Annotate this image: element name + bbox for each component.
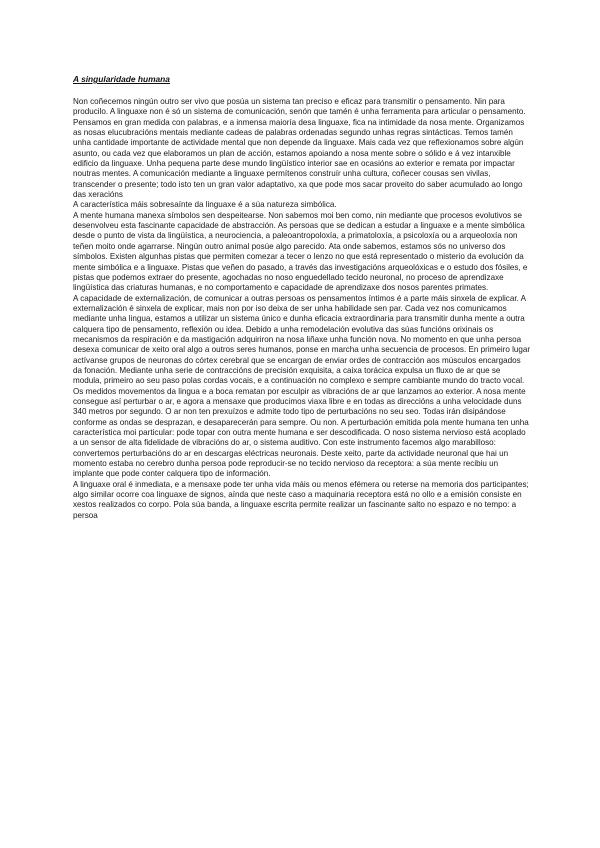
paragraph-1: Non coñecemos ningún outro ser vivo que posúa un sistema tan preciso e eficaz para transmitir o pensamento. Nin para producilo. A linguaxe non é só un sistema de comunicación, senón que tamén é unha ferramenta para articular o pensamento. Pensamos en gran medida con palabras, e a inmensa maioría desa linguaxe, fica na intimidade da nosa mente. Organizamos as nosas elucubracións mentais mediante cadeas de palabras ordenadas segundo unhas regras sintácticas. Temos tamén unha cantidade importante de actividade mental que non depende da linguaxe. Mais cada vez que reflexionamos sobre algún asunto, ou cada vez que elaboramos un plan de acción, estamos apoiando a nosa mente sobre o sólido e á vez intanxible edificio da linguaxe. Unha pequena parte dese mundo lingüístico interior sae en ocasións ao exterior e remata por impactar noutras mentes. A comunicación mediante a linguaxe permítenos construír unha cultura, coñecer cousas sen vivilas, transcender o presente; todo isto ten un gran valor adaptativo, xa que pode mos sacar proveito do saber acumulado ao longo das xeracións <box>73 97 526 200</box>
paragraph-2: A característica máis sobresaínte da linguaxe é a súa natureza simbólica. <box>73 200 337 210</box>
paragraph-4: A capacidade de externalización, de comunicar a outras persoas os pensamentos íntimos é a parte máis sinxela de explicar. A externalización é sinxela de explicar, mais non por iso deixa de ser unha habilidade sen par. Cada vez nos comunicamos mediante unha lingua, estamos a utilizar un sistema único e dunha eficacia extraordinaria para transmitir dunha mente a outra calquera tipo de pensamento, reflexión ou idea. Debido a unha remodelación evolutiva das súas funcións orixinais os mecanismos da respiración e da mastigación adquiriron na nosa liñaxe unha función nova. No momento en que unha persoa desexa comunicar de xeito oral algo a outros seres humanos, ponse en marcha unha secuencia de procesos. En primeiro lugar actívanse grupos de neuronas do córtex cerebral que se encargan de enviar ordes de contracción aos músculos encargados da fonación. Mediante unha serie de contraccións de precisión exquisita, a caixa torácica expulsa un fluxo de ar que se modula, primeiro ao seu paso polas cordas vocais, e a continuación no complexo e sempre cambiante mundo do tracto vocal. Os medidos movementos da lingua e a boca rematan por esculpir as vibracións de ar que lanzamos ao exterior. A nosa mente consegue así perturbar o ar, e agora a mensaxe que producimos viaxa libre e en todas as direccións a unha velocidade duns 340 metros por segundo. O ar non ten prexuízos e admite todo tipo de perturbacións no seu seo. Todas irán disipándose conforme as ondas se desprazan, e desaparecerán para sempre. Ou non. A perturbación emitida pola mente humana ten unha característica moi particular: pode topar con outra mente humana e ser descodificada. O noso sistema nervioso está acoplado a un sensor de alta fidelidade de vibracións do ar, o sistema auditivo. Con este instrumento facemos algo marabilloso: convertemos perturbacións do ar en descargas eléctricas neuronais. Deste xeito, parte da actividade neuronal que hai un momento estaba no cerebro dunha persoa pode reproducir-se no tecido nervioso da receptora: a súa mente recibiu un implante que pode conter calquera tipo de información. <box>73 293 531 479</box>
paragraph-3: A mente humana manexa símbolos sen despeitearse. Non sabemos moi ben como, nin mediante que procesos evolutivos se desenvolveu esta fascinante capacidade de abstracción. As persoas que se dedican a estudar a linguaxe e a mente simbólica desde o punto de vista da lingüística, a neurociencia, a paleoantropoloxía, a primatoloxía, a psicoloxía ou a arqueoloxía non teñen moito onde agarrarse. Ningún outro animal posúe algo parecido. Ata onde sabemos, estamos sós no universo dos símbolos. Existen algunhas pistas que permiten comezar a tecer o lenzo no que está representado o misterio da evolución da mente simbólica e a linguaxe. Pistas que veñen do pasado, a través das investigacións arqueolóxicas e o estudo dos fósiles, e pistas que podemos extraer do presente, agochadas no noso enguedellado tecido neuronal, no proceso de aprendizaxe lingüística das criaturas humanas, e no comportamento e capacidade de aprendizaxe dos nosos parentes primates. <box>73 210 528 293</box>
paragraph-5: A linguaxe oral é inmediata, e a mensaxe pode ter unha vida máis ou menos efémera ou reterse na memoria dos participantes; algo similar ocorre coa linguaxe de signos, aínda que neste caso a maquinaria receptora está no ollo e a emisión consiste en xestos realizados co corpo. Pola súa banda, a linguaxe escrita permite realizar un fascinante salto no espazo e no tempo: a persoa <box>73 479 529 520</box>
page-title: A singularidade humana <box>73 74 170 84</box>
document-body <box>73 97 531 521</box>
